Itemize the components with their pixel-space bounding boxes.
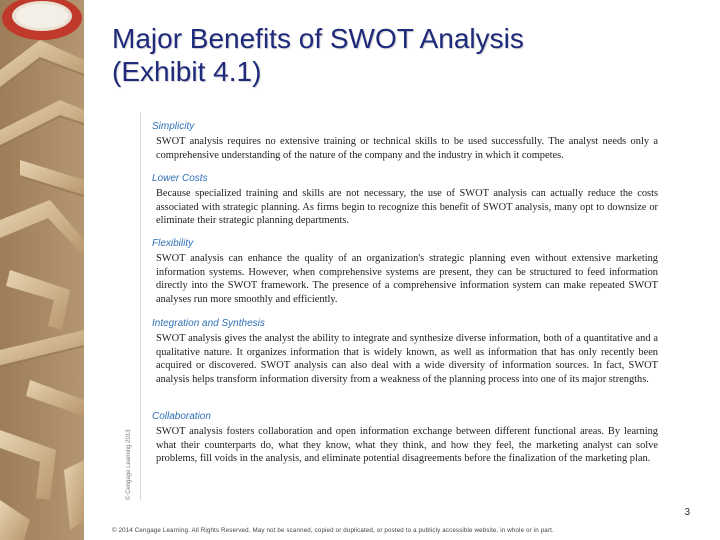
title-line-2: (Exhibit 4.1)	[112, 56, 262, 87]
maze-decoration	[0, 0, 84, 540]
exhibit-divider	[140, 112, 141, 500]
section-heading: Integration and Synthesis	[152, 318, 265, 329]
copyright-footer: © 2014 Cengage Learning. All Rights Reserved. May not be scanned, copied or duplicated, or posted to a publicly accessible website, in whole or in part.	[112, 527, 554, 534]
exhibit-credit: © Cengage Learning 2013	[126, 429, 132, 500]
section-body: SWOT analysis can enhance the quality of an organization's strategic planning even without extensive marketing information systems. However, when comprehensive systems are present, they can be structured to feed information directly into the SWOT framework. The presence of a comprehensive information system can make repeated SWOT analyses run more smoothly and efficiently.	[156, 253, 658, 306]
maze-image	[0, 0, 84, 540]
section-body: Because specialized training and skills are not necessary, the use of SWOT analysis can actually reduce the costs associated with strategic planning. As firms begin to recognize this benefit of SWOT analysis, many opt to downsize or eliminate their strategic planning departments.	[156, 188, 658, 227]
section-simplicity	[152, 121, 658, 162]
page-number: 3	[684, 507, 690, 518]
section-collaboration	[152, 411, 658, 466]
section-heading: Lower Costs	[152, 173, 208, 184]
section-body: SWOT analysis fosters collaboration and open information exchange between different functional areas. By learning what their counterparts do, what they know, what they think, and how they feel, the marketing analyst can solve problems, fill voids in the analysis, and eliminate potential disagreements before the finalization of the marketing plan.	[156, 426, 658, 465]
slide-title	[112, 22, 692, 88]
section-body: SWOT analysis requires no extensive training or technical skills to be used successfully. The analyst needs only a comprehensive understanding of the nature of the company and the industry in which it competes.	[156, 136, 658, 161]
section-body: SWOT analysis gives the analyst the ability to integrate and synthesize diverse information, both of a quantitative and a qualitative nature. It organizes information that is widely known, as well as information that has only recently been acquired or discovered. SWOT analysis can also deal with a wide diversity of information sources. In fact, SWOT analysis helps transform information diversity from a weakness of the planning process into one of its major strengths.	[156, 333, 658, 386]
title-line-1: Major Benefits of SWOT Analysis	[112, 23, 524, 54]
section-heading: Simplicity	[152, 121, 195, 132]
section-flexibility	[152, 238, 658, 307]
section-lower-costs	[152, 173, 658, 228]
section-heading: Collaboration	[152, 411, 211, 422]
section-heading: Flexibility	[152, 238, 194, 249]
section-integration-synthesis	[152, 318, 658, 387]
